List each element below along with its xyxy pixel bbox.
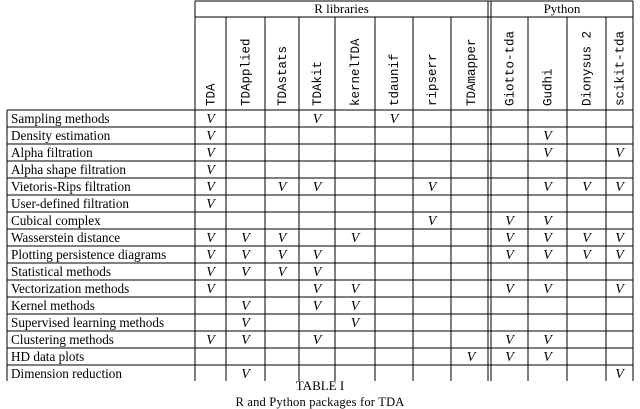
support-mark: V — [277, 248, 287, 263]
support-mark: V — [543, 231, 552, 246]
column-header-tda: TDA — [204, 83, 219, 106]
row-label: Kernel methods — [11, 298, 95, 313]
support-mark: V — [543, 146, 552, 161]
support-mark: V — [615, 367, 624, 381]
support-mark: V — [206, 231, 215, 246]
support-mark: V — [241, 299, 250, 314]
column-header-tdakit: TDAkit — [311, 60, 325, 106]
row-label: Supervised learning methods — [11, 315, 165, 330]
row-label: HD data plots — [11, 349, 85, 364]
column-header-tdastats: TDAstats — [276, 45, 290, 106]
support-mark: V — [543, 248, 552, 263]
support-mark: V — [427, 214, 437, 229]
row-label: Vectorization methods — [11, 281, 130, 296]
table-number: TABLE I — [295, 378, 345, 393]
support-mark: V — [312, 299, 322, 314]
support-mark: V — [505, 333, 514, 348]
support-mark: V — [206, 112, 215, 127]
support-mark: V — [206, 180, 215, 195]
support-mark: V — [206, 129, 215, 144]
support-mark: V — [505, 248, 514, 263]
support-mark: V — [505, 282, 514, 297]
support-mark: V — [615, 231, 624, 246]
support-mark: V — [277, 231, 287, 246]
support-mark: V — [505, 214, 514, 229]
support-mark: V — [615, 282, 624, 297]
row-label: Sampling methods — [11, 111, 110, 126]
support-mark: V — [312, 248, 322, 263]
row-label: Alpha filtration — [11, 145, 93, 160]
support-mark: V — [389, 112, 399, 127]
column-header-dionysus-2: Dionysus 2 — [580, 30, 595, 106]
support-mark: V — [206, 265, 215, 280]
column-header-tdapplied: TDApplied — [239, 38, 254, 106]
support-mark: V — [350, 231, 360, 246]
support-mark: V — [241, 333, 250, 348]
support-mark: V — [543, 180, 552, 195]
support-mark: V — [206, 163, 215, 178]
group-label-python: Python — [543, 1, 581, 16]
row-label: Wasserstein distance — [11, 230, 121, 245]
support-mark: V — [543, 350, 552, 365]
column-header-giotto-tda: Giotto-tda — [503, 30, 518, 106]
support-mark: V — [206, 197, 215, 212]
support-mark: V — [206, 248, 215, 263]
row-label: Density estimation — [11, 128, 111, 143]
support-mark: V — [206, 282, 215, 297]
support-mark: V — [312, 180, 322, 195]
support-mark: V — [466, 350, 476, 365]
support-mark: V — [543, 214, 552, 229]
support-mark: V — [312, 282, 322, 297]
row-label: Alpha shape filtration — [11, 162, 126, 177]
column-header-tdaunif: tdaunif — [388, 53, 402, 106]
support-mark: V — [241, 231, 250, 246]
row-label: Cubical complex — [11, 213, 101, 228]
support-mark: V — [543, 333, 552, 348]
column-header-kerneltda: kernelTDA — [349, 38, 363, 106]
support-mark: V — [241, 265, 250, 280]
row-label: Clustering methods — [11, 332, 114, 347]
support-mark: V — [241, 316, 250, 331]
support-mark: V — [505, 350, 514, 365]
support-mark: V — [543, 129, 552, 144]
support-mark: V — [277, 265, 287, 280]
row-label: Plotting persistence diagrams — [11, 247, 167, 262]
support-mark: V — [241, 367, 250, 381]
support-mark: V — [241, 248, 250, 263]
row-label: Vietoris-Rips filtration — [11, 179, 131, 194]
column-header-ripserr: ripserr — [426, 53, 440, 106]
support-mark: V — [350, 299, 360, 314]
row-label: Dimension reduction — [11, 366, 122, 381]
support-mark: V — [206, 333, 215, 348]
column-header-gudhi: Gudhi — [541, 68, 556, 106]
support-mark: V — [615, 146, 624, 161]
group-label-r-libraries: R libraries — [314, 1, 369, 16]
support-mark: V — [615, 248, 624, 263]
support-mark: V — [312, 333, 322, 348]
support-mark: V — [350, 282, 360, 297]
row-label: Statistical methods — [11, 264, 111, 279]
support-mark: V — [206, 146, 215, 161]
support-mark: V — [582, 248, 591, 263]
support-mark: V — [427, 180, 437, 195]
support-mark: V — [582, 231, 591, 246]
support-mark: V — [350, 316, 360, 331]
support-mark: V — [312, 265, 322, 280]
support-mark: V — [277, 180, 287, 195]
support-mark: V — [543, 282, 552, 297]
support-mark: V — [505, 231, 514, 246]
column-header-tdamapper: TDAmapper — [465, 38, 479, 106]
support-mark: V — [615, 180, 624, 195]
support-mark: V — [582, 180, 591, 195]
column-header-scikit-tda: scikit-tda — [613, 30, 628, 106]
row-label: User-defined filtration — [11, 196, 130, 211]
table-caption: R and Python packages for TDA — [235, 395, 405, 409]
support-mark: V — [312, 112, 322, 127]
